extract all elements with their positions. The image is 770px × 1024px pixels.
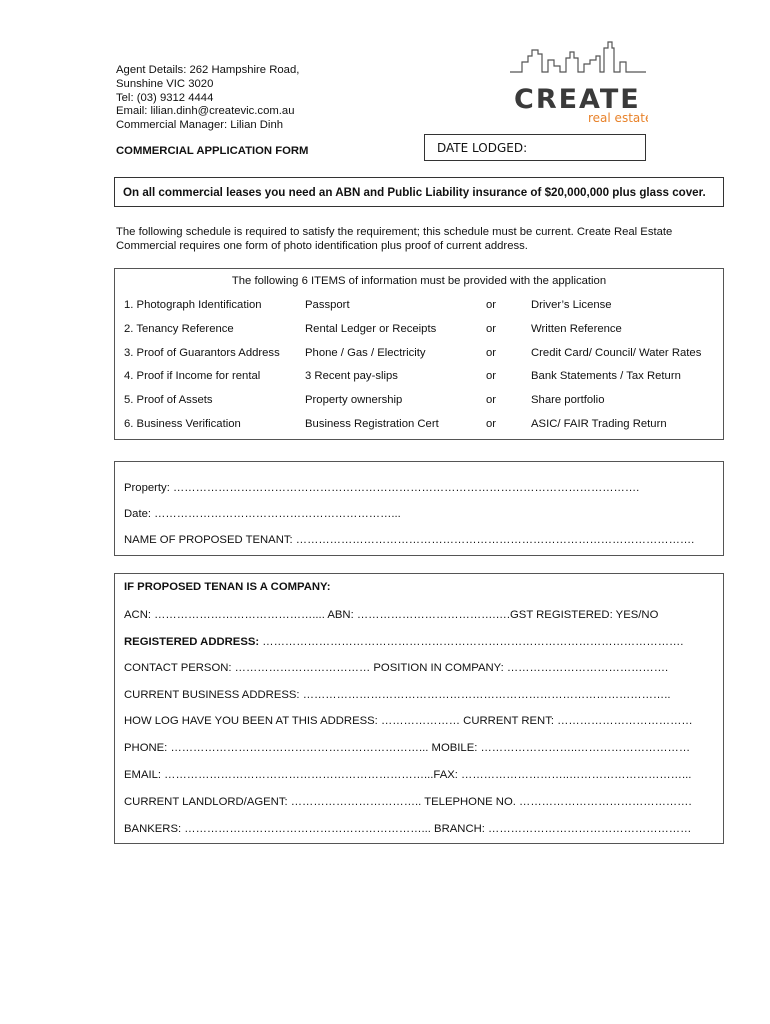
intro-paragraph: The following schedule is required to satisfy the requirement; this schedule must be current. Create Real Estate Commercial requires one form of photo identification plus proof of current address. <box>116 226 673 252</box>
item-row <box>115 418 723 434</box>
company-details-box <box>114 573 724 844</box>
registered-address-dots: …………………………………………………………………………………………………. <box>259 636 684 648</box>
logo-word: CREATE <box>514 84 641 115</box>
item-option-2: Share portfolio <box>531 394 605 406</box>
item-option-2: ASIC/ FAIR Trading Return <box>531 418 667 430</box>
phone-mobile-field[interactable]: PHONE: …………………………………………………………... MOBILE: ……………………..………………………… <box>124 742 691 754</box>
date-lodged-field[interactable]: DATE LODGED: <box>424 134 646 161</box>
item-option-1: Rental Ledger or Receipts <box>305 323 437 335</box>
item-or: or <box>486 418 497 430</box>
item-name: 1. Photograph Identification <box>124 299 262 311</box>
item-option-2: Driver’s License <box>531 299 612 311</box>
create-real-estate-logo <box>508 40 648 130</box>
required-items-box <box>114 268 724 440</box>
logo-wordmark <box>514 84 648 125</box>
bankers-branch-field[interactable]: BANKERS: ………………………………………………………... BRANCH: ……………………………………………… <box>124 823 692 835</box>
item-or: or <box>486 323 497 335</box>
property-details-box <box>114 461 724 556</box>
agent-email: Email: lilian.dinh@createvic.com.au <box>116 105 295 118</box>
form-title: COMMERCIAL APPLICATION FORM <box>116 145 309 157</box>
item-or: or <box>486 394 497 406</box>
item-name: 5. Proof of Assets <box>124 394 213 406</box>
item-option-1: 3 Recent pay-slips <box>305 370 398 382</box>
date-field[interactable]: Date: ………………………………………………………... <box>124 508 401 520</box>
item-name: 6. Business Verification <box>124 418 241 430</box>
registered-address-label: REGISTERED ADDRESS: <box>124 636 260 648</box>
agent-address-line: Agent Details: 262 Hampshire Road, <box>116 64 300 76</box>
item-row <box>115 299 723 315</box>
acn-abn-gst-field[interactable]: ACN: …………………………………….... ABN: ……………………………….….GST REGISTERED: YES/NO <box>124 609 659 621</box>
item-option-1: Phone / Gas / Electricity <box>305 347 426 359</box>
landlord-telephone-field[interactable]: CURRENT LANDLORD/AGENT: …………………………….. TELEPHONE NO. ………………………………………. <box>124 796 692 808</box>
agent-suburb-line: Sunshine VIC 3020 <box>116 77 214 90</box>
item-or: or <box>486 370 497 382</box>
item-option-2: Bank Statements / Tax Return <box>531 370 681 382</box>
item-option-2: Written Reference <box>531 323 622 335</box>
item-row <box>115 323 723 339</box>
item-or: or <box>486 347 497 359</box>
item-option-1: Passport <box>305 299 350 311</box>
agent-manager: Commercial Manager: Lilian Dinh <box>116 119 284 132</box>
contact-person-field[interactable]: CONTACT PERSON: ……………………………… POSITION IN COMPANY: ……………………………………. <box>124 662 669 674</box>
logo-subtitle: real estate <box>588 111 648 125</box>
registered-address-field[interactable] <box>124 636 683 648</box>
item-name: 2. Tenancy Reference <box>124 323 234 335</box>
insurance-notice: On all commercial leases you need an ABN and Public Liability insurance of $20,000,000 plus glass cover. <box>114 177 724 207</box>
proposed-tenant-field[interactable]: NAME OF PROPOSED TENANT: ……………………………………………………………………………………………. <box>124 534 695 546</box>
item-name: 4. Proof if Income for rental <box>124 370 261 382</box>
company-section-heading: IF PROPOSED TENAN IS A COMPANY: <box>124 581 331 593</box>
address-duration-rent-field[interactable]: HOW LOG HAVE YOU BEEN AT THIS ADDRESS: ………………… CURRENT RENT: ……………………………… <box>124 715 693 727</box>
item-option-2: Credit Card/ Council/ Water Rates <box>531 347 702 359</box>
items-heading: The following 6 ITEMS of information must be provided with the application <box>231 275 607 287</box>
item-option-1: Business Registration Cert <box>305 418 439 430</box>
item-name: 3. Proof of Guarantors Address <box>124 347 280 359</box>
email-fax-field[interactable]: EMAIL: ……………………………………………………………...FAX: ………………………..…………………………... <box>124 769 692 781</box>
item-row <box>115 370 723 386</box>
item-row <box>115 394 723 410</box>
agent-phone: Tel: (03) 9312 4444 <box>116 91 214 104</box>
item-or: or <box>486 299 497 311</box>
business-address-field[interactable]: CURRENT BUSINESS ADDRESS: …………………………………………………………………………………….. <box>124 689 671 701</box>
item-row <box>115 347 723 363</box>
agent-details <box>116 64 299 133</box>
city-skyline-logo-graphic <box>508 40 648 130</box>
property-field[interactable]: Property: ……………………………………………………………………………………………………………. <box>124 482 640 494</box>
item-option-1: Property ownership <box>305 394 403 406</box>
